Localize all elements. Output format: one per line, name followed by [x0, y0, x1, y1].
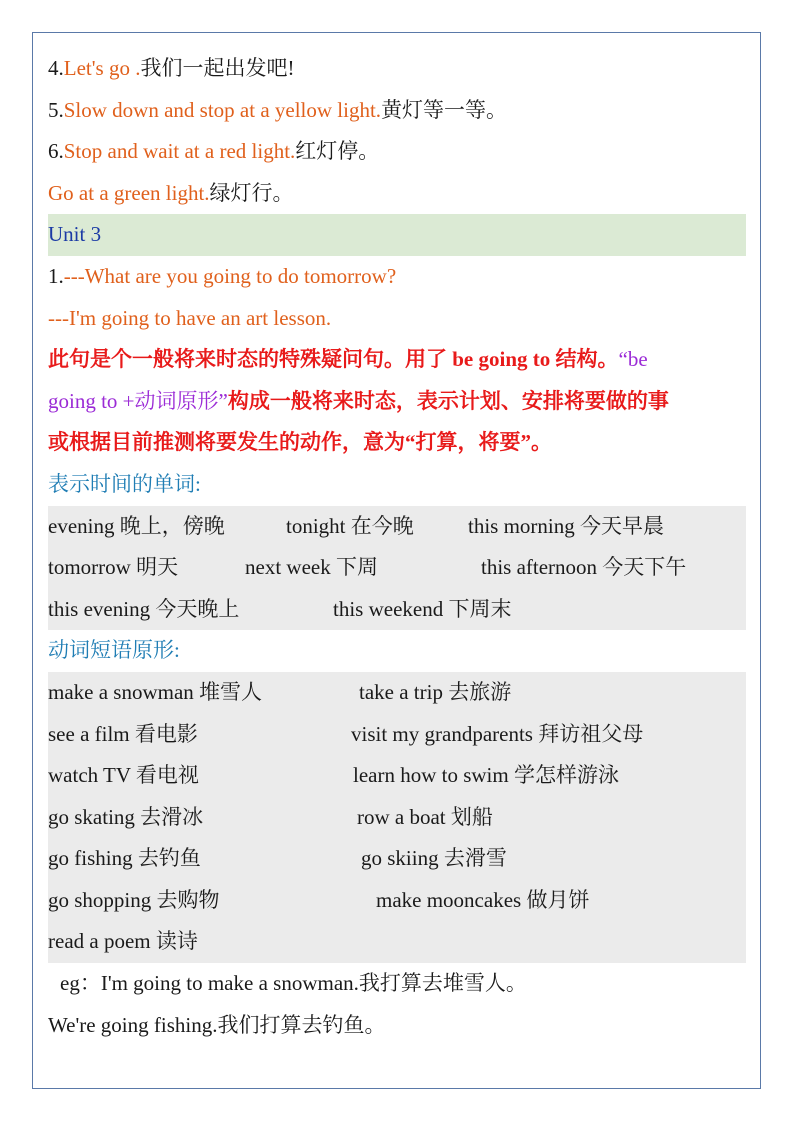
- sentence-4: [48, 48, 746, 90]
- verb-phrase-row: [48, 714, 746, 756]
- vocab-item: row a boat 划船: [357, 804, 493, 829]
- vocab-item: read a poem 读诗: [48, 929, 198, 954]
- section-heading: 表示时间的单词:: [48, 471, 201, 496]
- unit-title: Unit 3: [48, 222, 102, 247]
- grammar-note-formula: “be: [618, 347, 648, 372]
- answer-line: [48, 298, 746, 340]
- verb-phrases-heading: [48, 630, 746, 672]
- verb-phrase-row: [48, 797, 746, 839]
- document-content: [48, 48, 746, 1046]
- verb-phrase-row: [48, 672, 746, 714]
- vocab-item: watch TV 看电视: [48, 763, 199, 788]
- grammar-note-formula: going to +动词原形”: [48, 388, 228, 413]
- vocab-item: tomorrow 明天: [48, 555, 179, 580]
- vocab-item: learn how to swim 学怎样游泳: [353, 763, 619, 788]
- sentence-english: Go at a green light.: [48, 180, 210, 205]
- time-words-heading: [48, 464, 746, 506]
- vocab-item: this evening 今天晚上: [48, 596, 240, 621]
- vocab-item: tonight 在今晚: [286, 513, 414, 538]
- sentence-english: Stop and wait at a red light.: [63, 139, 296, 164]
- answer-text: ---I'm going to have an art lesson.: [48, 305, 332, 330]
- vocab-item: go skating 去滑冰: [48, 804, 204, 829]
- sentence-chinese: 红灯停。: [295, 139, 380, 164]
- verb-phrase-row: [48, 880, 746, 922]
- verb-phrases-box: [48, 672, 746, 963]
- grammar-note-line-3: [48, 422, 746, 464]
- question-line: [48, 256, 746, 298]
- sentence-5: [48, 90, 746, 132]
- vocab-item: go shopping 去购物: [48, 887, 220, 912]
- sentence-english: Let's go .: [63, 56, 141, 80]
- grammar-note: [48, 339, 746, 464]
- time-words-row: [48, 589, 746, 631]
- grammar-note-text: 或根据目前推测将要发生的动作，意为“打算，将要”。: [48, 430, 552, 455]
- example-1: [48, 963, 746, 1005]
- vocab-item: evening 晚上，傍晚: [48, 513, 225, 538]
- sentence-chinese: 黄灯等一等。: [381, 97, 508, 122]
- grammar-note-line-1: [48, 339, 746, 381]
- verb-phrase-row: [48, 838, 746, 880]
- example-text: eg：I'm going to make a snowman.我打算去堆雪人。: [60, 971, 527, 996]
- vocab-item: make a snowman 堆雪人: [48, 679, 263, 704]
- vocab-item: this afternoon 今天下午: [481, 555, 687, 580]
- grammar-note-text: 此句是个一般将来时态的特殊疑问句。用了 be going to 结构。: [48, 347, 619, 372]
- vocab-item: visit my grandparents 拜访祖父母: [351, 721, 644, 746]
- vocab-item: go skiing 去滑雪: [361, 846, 507, 871]
- vocab-item: go fishing 去钓鱼: [48, 846, 201, 871]
- verb-phrase-row: [48, 921, 746, 963]
- question-text: ---What are you going to do tomorrow?: [63, 263, 397, 288]
- time-words-box: [48, 506, 746, 631]
- vocab-item: this morning 今天早晨: [468, 513, 665, 538]
- sentence-7: [48, 173, 746, 215]
- vocab-item: see a film 看电影: [48, 721, 198, 746]
- sentence-english: Slow down and stop at a yellow light.: [63, 97, 382, 122]
- sentence-chinese: 绿灯行。: [209, 180, 294, 205]
- sentence-number: 6.: [48, 139, 64, 164]
- sentence-number: 4.: [48, 56, 64, 80]
- unit-heading-bar: [48, 214, 746, 256]
- example-2: [48, 1005, 746, 1047]
- question-number: 1.: [48, 263, 64, 288]
- verb-phrase-row: [48, 755, 746, 797]
- sentence-chinese: 我们一起出发吧!: [140, 56, 295, 80]
- grammar-note-text: 构成一般将来时态，表示计划、安排将要做的事: [227, 388, 669, 413]
- vocab-item: make mooncakes 做月饼: [376, 887, 590, 912]
- section-heading: 动词短语原形:: [48, 638, 180, 663]
- sentence-6: [48, 131, 746, 173]
- sentence-number: 5.: [48, 97, 64, 122]
- time-words-row: [48, 506, 746, 548]
- time-words-row: [48, 547, 746, 589]
- vocab-item: take a trip 去旅游: [359, 679, 512, 704]
- example-text: We're going fishing.我们打算去钓鱼。: [48, 1012, 386, 1037]
- grammar-note-line-2: [48, 381, 746, 423]
- vocab-item: next week 下周: [245, 555, 378, 580]
- vocab-item: this weekend 下周末: [333, 596, 512, 621]
